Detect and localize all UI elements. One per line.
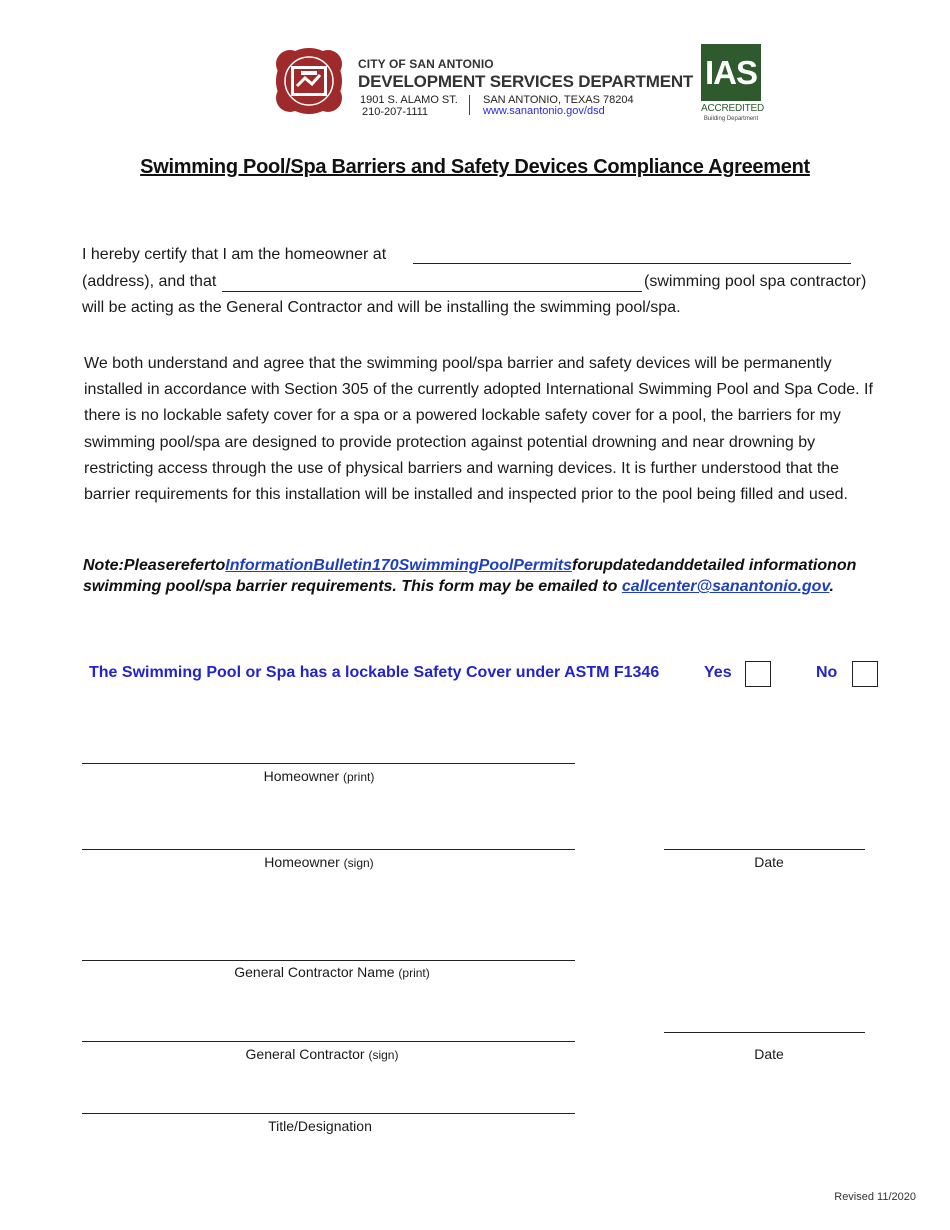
title-designation-label: Title/Designation <box>268 1118 372 1134</box>
no-label: No <box>816 664 838 681</box>
city-name: CITY OF SAN ANTONIO <box>358 57 494 71</box>
contractor-print-line[interactable] <box>82 960 575 961</box>
yes-checkbox[interactable] <box>745 661 771 687</box>
note-suffix: . <box>829 578 834 595</box>
department-city-state-zip: SAN ANTONIO, TEXAS 78204 <box>483 94 634 106</box>
no-checkbox[interactable] <box>852 661 878 687</box>
homeowner-sign-line[interactable] <box>82 849 575 850</box>
email-link[interactable]: callcenter@sanantonio.gov <box>621 578 830 595</box>
address-field[interactable] <box>413 263 851 264</box>
address-divider <box>469 95 470 115</box>
contractor-field[interactable] <box>222 291 642 292</box>
contractor-print-label: General Contractor Name (print) <box>234 964 430 980</box>
ias-subtitle: Building Department <box>703 116 759 122</box>
homeowner-date-line[interactable] <box>664 849 865 850</box>
certify-line-2-end: (swimming pool spa contractor) <box>644 273 867 290</box>
certify-line-1: I hereby certify that I am the homeowner at <box>82 246 387 263</box>
department-name: DEVELOPMENT SERVICES DEPARTMENT <box>358 72 694 91</box>
title-designation-line[interactable] <box>82 1113 575 1114</box>
ias-accredited-label: ACCREDITED <box>701 103 765 114</box>
homeowner-date-label: Date <box>754 854 784 870</box>
note-prefix: Note:Pleasereferto <box>83 557 226 574</box>
contractor-sign-label: General Contractor (sign) <box>245 1046 399 1062</box>
safety-cover-question: The Swimming Pool or Spa has a lockable Safety Cover under ASTM F1346 <box>89 664 660 681</box>
form-title: Swimming Pool/Spa Barriers and Safety Devices Compliance Agreement <box>140 156 810 178</box>
yes-label: Yes <box>704 664 732 681</box>
homeowner-print-label: Homeowner (print) <box>263 768 375 784</box>
ias-logo: IAS <box>701 44 761 101</box>
department-street: 1901 S. ALAMO ST. <box>360 94 458 106</box>
homeowner-print-line[interactable] <box>82 763 575 764</box>
department-phone: 210-207-1111 <box>362 106 429 118</box>
agreement-paragraph: We both understand and agree that the swimming pool/spa barrier and safety devices will be permanently installed in accordance with Section 305 of the currently adopted International Swimming Pool and Spa Code. If there is no lockable safety cover for a spa or a powered lockable safety cover for a pool, the barriers for my swimming pool/spa are designed to provide protection against potential drowning and near drowning by restricting access through the use of physical barriers and warning devices. It is further understood that the barrier requirements for this installation will be installed and inspected prior to the pool being filled and used. <box>84 355 873 504</box>
homeowner-sign-label: Homeowner (sign) <box>264 854 374 870</box>
note-paragraph <box>83 555 873 597</box>
certify-line-3: will be acting as the General Contractor and will be installing the swimming pool/spa. <box>82 299 681 316</box>
contractor-sign-line[interactable] <box>82 1041 575 1042</box>
revised-date: Revised 11/2020 <box>834 1191 916 1203</box>
information-bulletin-link[interactable]: InformationBulletin170SwimmingPoolPermits <box>225 557 572 574</box>
city-seal-logo <box>268 42 350 120</box>
note-middle: forupdatedanddetailed informationon swimming pool/spa barrier requirements. This form may be emailed to <box>83 557 857 595</box>
certify-line-2-start: (address), and that <box>82 273 217 290</box>
contractor-date-label: Date <box>754 1046 784 1062</box>
department-website-link[interactable]: www.sanantonio.gov/dsd <box>483 105 605 117</box>
contractor-date-line[interactable] <box>664 1032 865 1033</box>
